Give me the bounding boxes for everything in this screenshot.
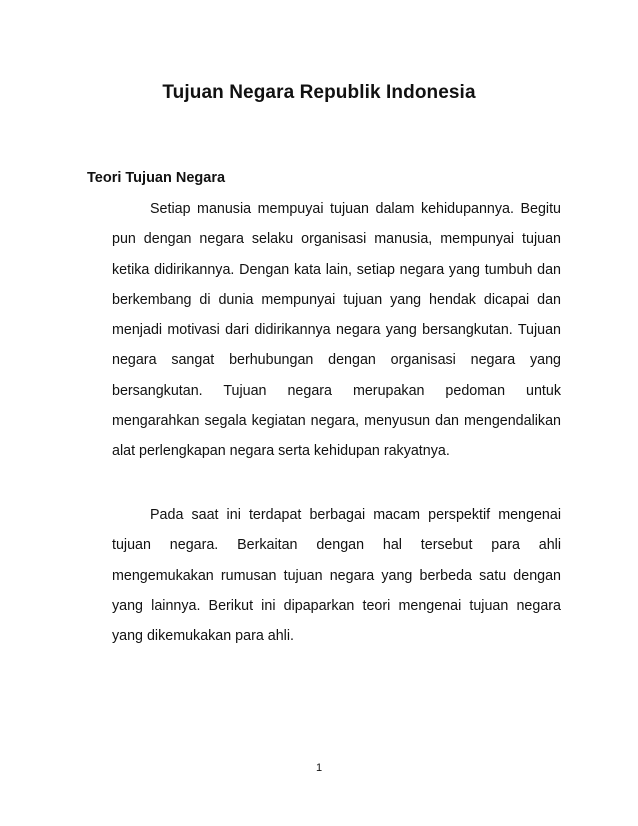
section-heading: Teori Tujuan Negara bbox=[87, 170, 226, 186]
page-number: 1 bbox=[315, 762, 323, 774]
document-title: Tujuan Negara Republik Indonesia bbox=[162, 82, 476, 103]
paragraph-1: Setiap manusia mempuyai tujuan dalam kehidupannya. Begitu pun dengan negara selaku organisasi manusia, mempunyai tujuan ketika didirikannya. Dengan kata lain, setiap negara yang tumbuh dan berkembang di dunia mempunyai tujuan yang hendak dicapai dan menjadi motivasi dari didirikannya negara yang bersangkutan. Tujuan negara sangat berhubungan dengan organisasi negara yang bersangkutan. Tujuan negara merupakan pedoman untuk mengarahkan segala kegiatan negara, menyusun dan mengendalikan alat perlengkapan negara serta kehidupan rakyatnya. bbox=[112, 201, 561, 460]
paragraph-2: Pada saat ini terdapat berbagai macam perspektif mengenai tujuan negara. Berkaitan dengan hal tersebut para ahli mengemukakan rumusan tujuan negara yang berbeda satu dengan yang lainnya. Berikut ini dipaparkan teori mengenai tujuan negara yang dikemukakan para ahli. bbox=[112, 507, 561, 645]
